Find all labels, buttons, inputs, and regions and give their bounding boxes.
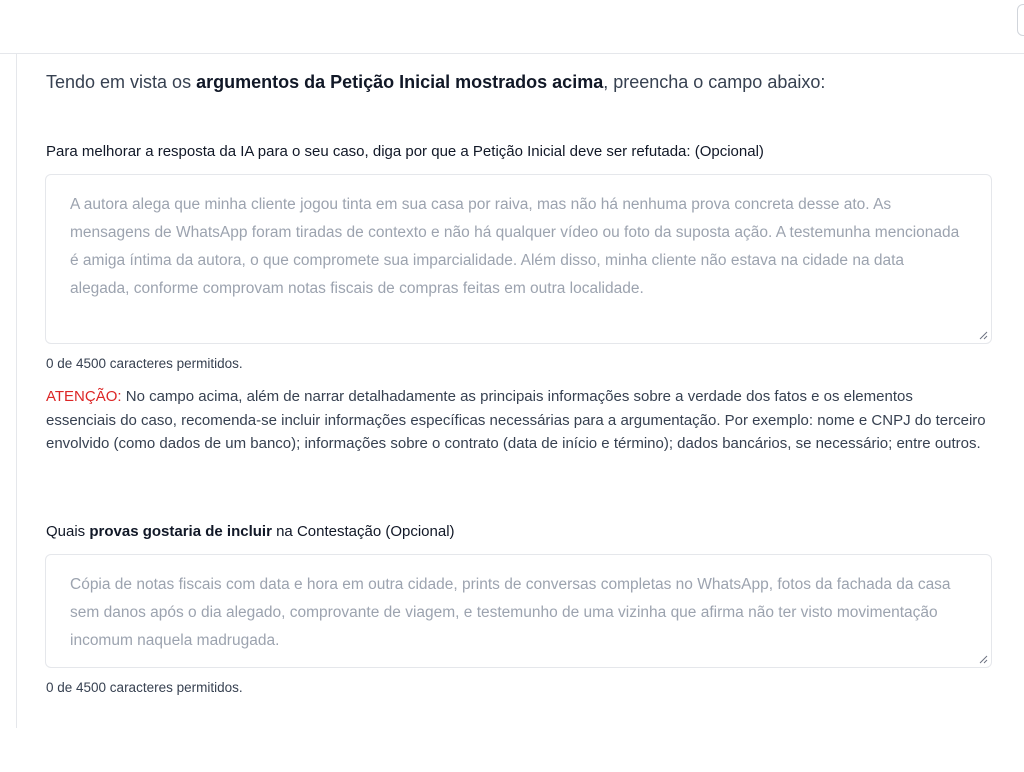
intro-prefix: Tendo em vista os <box>46 72 197 92</box>
resize-handle-icon[interactable] <box>978 654 988 664</box>
warning-label: ATENÇÃO: <box>46 388 122 405</box>
evidence-label-suffix: na Contestação (Opcional) <box>271 523 455 540</box>
refutation-char-counter: 0 de 4500 caracteres permitidos. <box>46 356 243 371</box>
evidence-field-wrapper <box>45 554 992 668</box>
top-bar <box>0 0 1024 54</box>
top-bar-control[interactable] <box>1017 4 1024 36</box>
warning-note <box>46 385 986 456</box>
refutation-field-wrapper <box>45 174 992 344</box>
intro-text <box>46 70 986 94</box>
refutation-textarea[interactable] <box>46 175 991 343</box>
evidence-label-prefix: Quais <box>46 523 90 540</box>
intro-suffix: , preencha o campo abaixo: <box>603 72 826 92</box>
refutation-label: Para melhorar a resposta da IA para o seu caso, diga por que a Petição Inicial deve ser refutada: (Opcional) <box>46 143 764 160</box>
warning-text: No campo acima, além de narrar detalhadamente as principais informações sobre a verdade dos fatos e os elementos essenciais do caso, recomenda-se incluir informações específicas necessárias para a argumentação. Por exemplo: nome e CNPJ do terceiro envolvido (como dados de um banco); informações sobre o contrato (data de início e término); dados bancários, se necessário; entre outros. <box>46 388 986 452</box>
evidence-char-counter: 0 de 4500 caracteres permitidos. <box>46 680 243 695</box>
resize-handle-icon[interactable] <box>978 330 988 340</box>
evidence-label-emphasis: provas gostaria de incluir <box>89 523 272 540</box>
intro-emphasis: argumentos da Petição Inicial mostrados acima <box>196 72 604 92</box>
evidence-label <box>46 522 455 542</box>
evidence-textarea[interactable] <box>46 555 991 667</box>
